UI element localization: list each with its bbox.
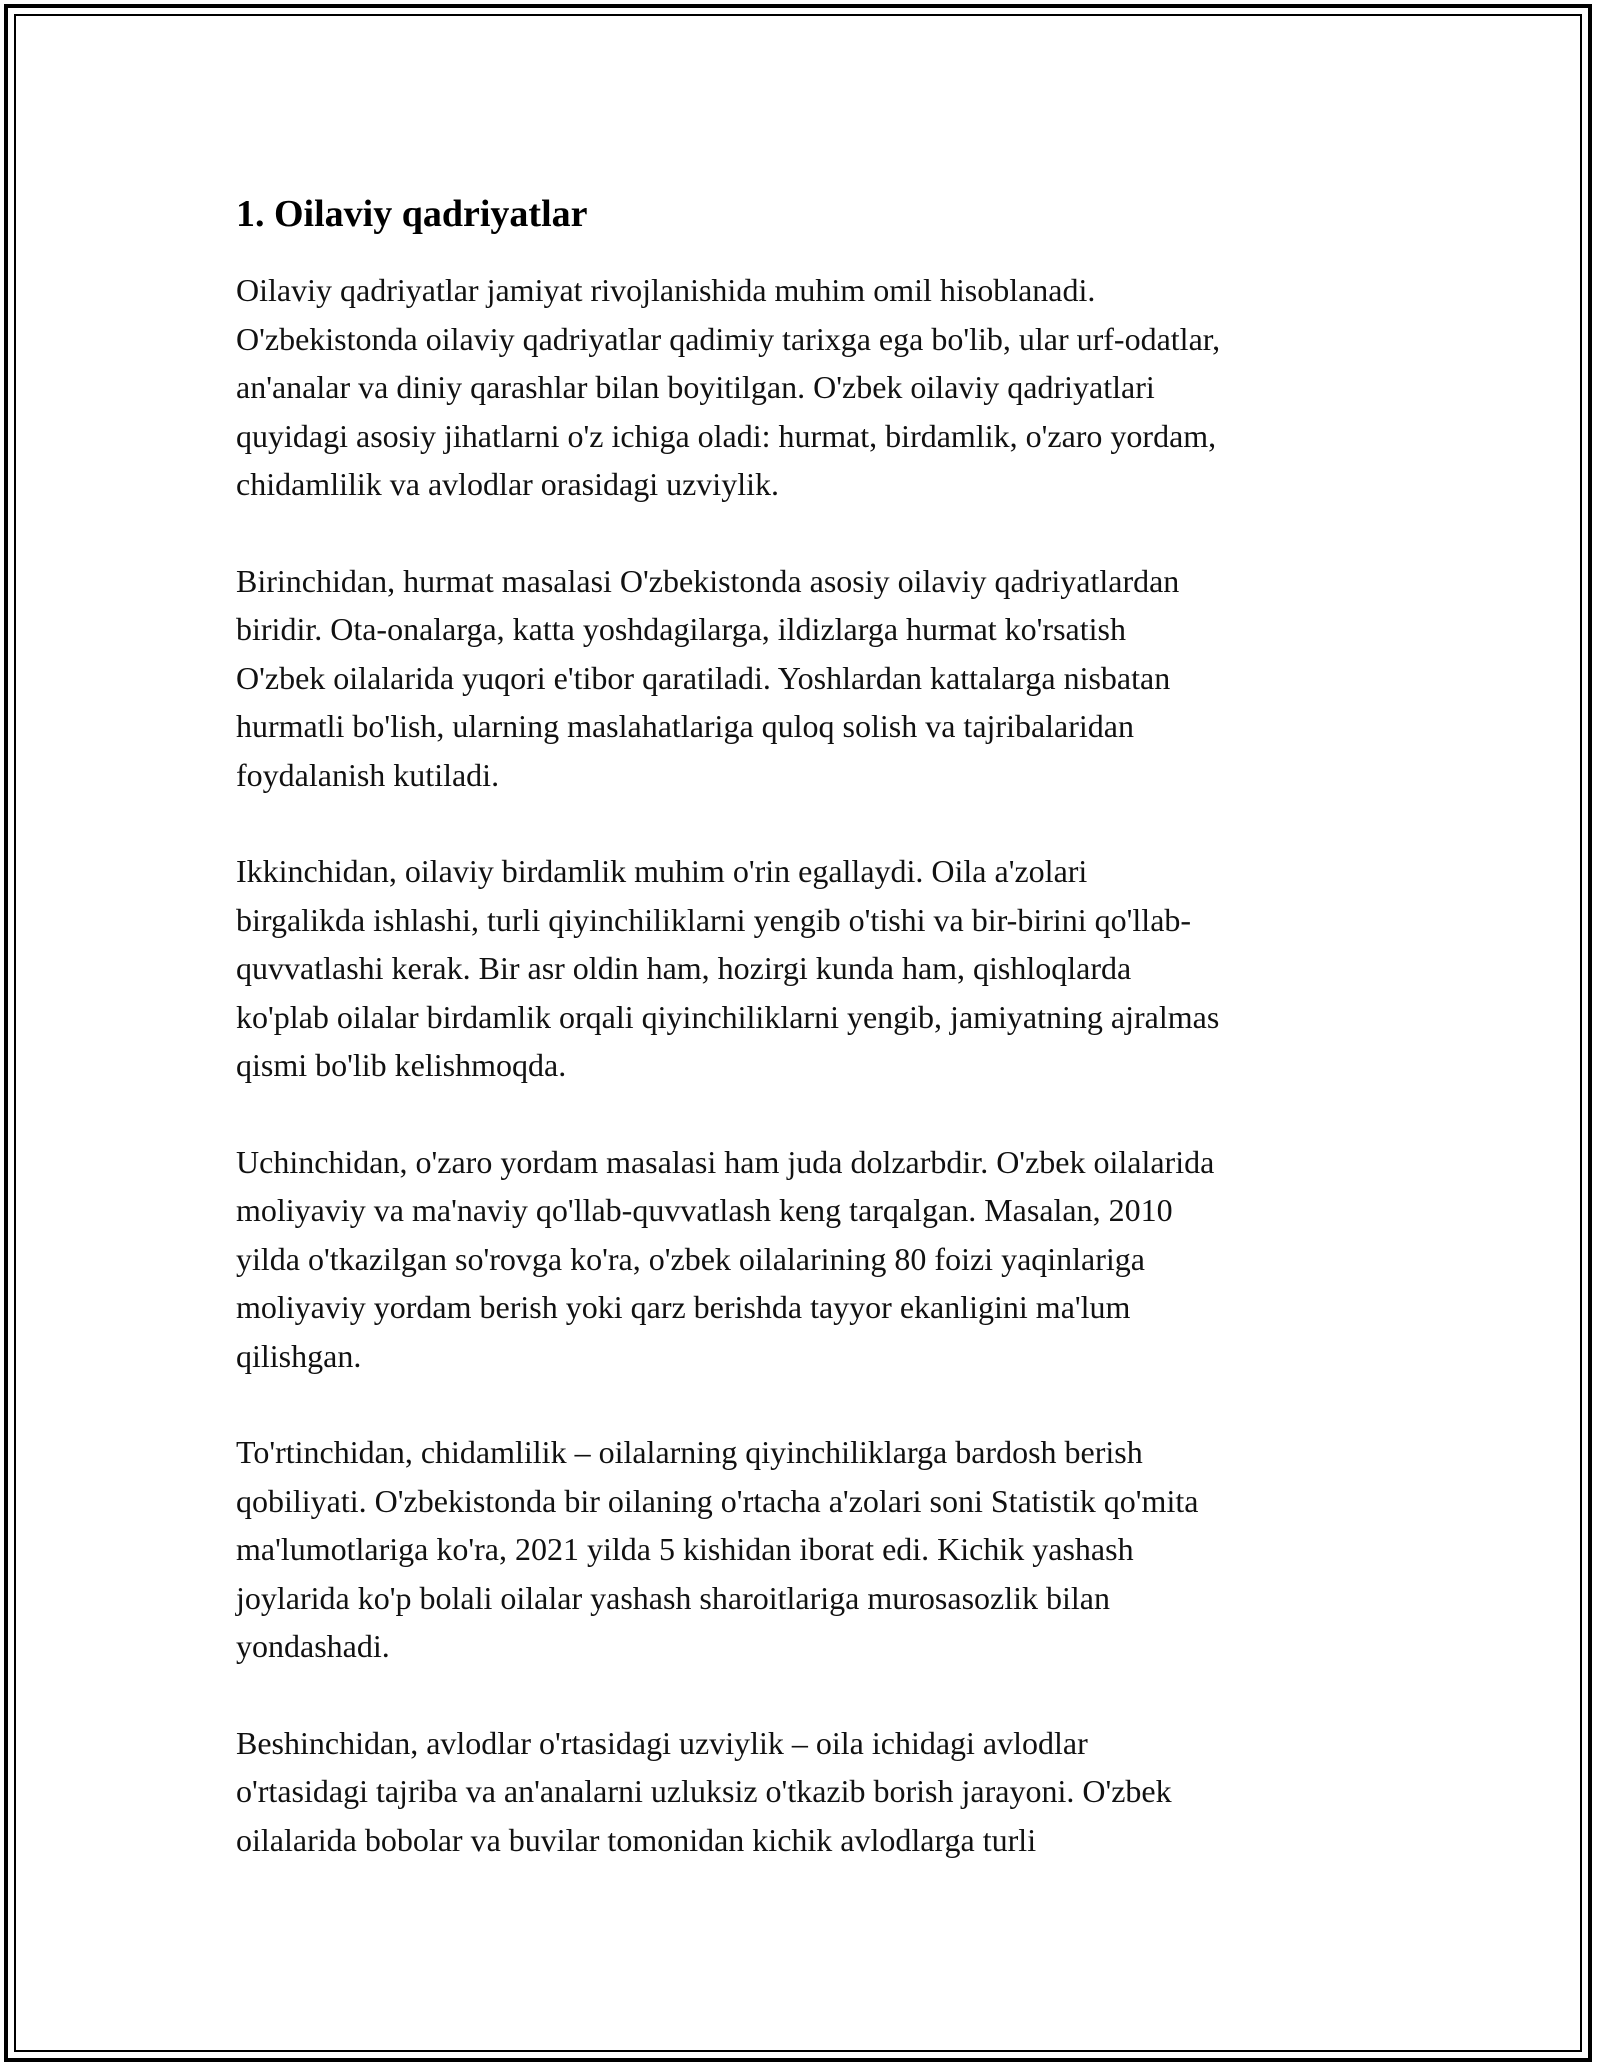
paragraph-line: quyidagi asosiy jihatlarni o'z ichiga oladi: hurmat, birdamlik, o'zaro yordam, xyxy=(236,417,1217,454)
paragraph-line: joylarida ko'p bolali oilalar yashash sharoitlariga murosasozlik bilan xyxy=(236,1579,1110,1616)
paragraph-line: yondashadi. xyxy=(236,1628,390,1664)
paragraph-mutual-help xyxy=(236,1138,1376,1381)
paragraph-line: ma'lumotlariga ko'ra, 2021 yilda 5 kishidan iborat edi. Kichik yashash xyxy=(236,1531,1134,1567)
paragraph-line: an'analar va diniy qarashlar bilan boyitilgan. O'zbek oilaviy qadriyatlari xyxy=(236,369,1155,405)
paragraph-intro xyxy=(236,266,1376,509)
paragraph-line: To'rtinchidan, chidamlilik – oilalarning qiyinchiliklarga bardosh berish xyxy=(236,1434,1143,1470)
paragraph-line: Beshinchidan, avlodlar o'rtasidagi uzviylik – oila ichidagi avlodlar xyxy=(236,1724,1088,1761)
paragraph-resilience xyxy=(236,1428,1376,1671)
paragraph-line: Ikkinchidan, oilaviy birdamlik muhim o'rin egallaydi. Oila a'zolari xyxy=(236,853,1088,889)
paragraph-line: O'zbekistonda oilaviy qadriyatlar qadimiy tarixga ega bo'lib, ular urf-odatlar, xyxy=(236,320,1221,357)
paragraph-line: Uchinchidan, o'zaro yordam masalasi ham juda dolzarbdir. O'zbek oilalarida xyxy=(236,1143,1215,1180)
paragraph-respect xyxy=(236,557,1376,800)
paragraph-line: foydalanish kutiladi. xyxy=(236,756,500,793)
paragraph-line: yilda o'tkazilgan so'rovga ko'ra, o'zbek oilalarining 80 foizi yaqinlariga xyxy=(236,1240,1145,1277)
paragraph-line: chidamlilik va avlodlar orasidagi uzviylik. xyxy=(236,466,779,502)
paragraph-line: qismi bo'lib kelishmoqda. xyxy=(236,1047,567,1083)
paragraph-line: quvvatlashi kerak. Bir asr oldin ham, hozirgi kunda ham, qishloqlarda xyxy=(236,950,1132,986)
paragraph-line: o'rtasidagi tajriba va an'analarni uzluksiz o'tkazib borish jarayoni. O'zbek xyxy=(236,1773,1172,1809)
paragraph-continuity xyxy=(236,1719,1376,1865)
paragraph-line: O'zbek oilalarida yuqori e'tibor qaratiladi. Yoshlardan kattalarga nisbatan xyxy=(236,659,1171,696)
paragraph-line: ko'plab oilalar birdamlik orqali qiyinchiliklarni yengib, jamiyatning ajralmas xyxy=(236,998,1220,1035)
paragraph-line: moliyaviy va ma'naviy qo'llab-quvvatlash keng tarqalgan. Masalan, 2010 xyxy=(236,1192,1173,1228)
document-body xyxy=(236,190,1376,1912)
section-heading: 1. Oilaviy qadriyatlar xyxy=(236,193,588,235)
paragraph-line: moliyaviy yordam berish yoki qarz berishda tayyor ekanligini ma'lum xyxy=(236,1289,1131,1325)
paragraph-line: oilalarida bobolar va buvilar tomonidan kichik avlodlarga turli xyxy=(236,1821,1037,1858)
paragraph-line: Birinchidan, hurmat masalasi O'zbekistonda asosiy oilaviy qadriyatlardan xyxy=(236,562,1180,599)
paragraph-line: hurmatli bo'lish, ularning maslahatlariga quloq solish va tajribalaridan xyxy=(236,708,1134,744)
paragraph-line: qobiliyati. O'zbekistonda bir oilaning o'rtacha a'zolari soni Statistik qo'mita xyxy=(236,1482,1199,1519)
paragraph-line: Oilaviy qadriyatlar jamiyat rivojlanishida muhim omil hisoblanadi. xyxy=(236,272,1096,308)
paragraph-line: biridir. Ota-onalarga, katta yoshdagilarga, ildizlarga hurmat ko'rsatish xyxy=(236,611,1126,647)
paragraph-solidarity xyxy=(236,847,1376,1090)
paragraph-line: birgalikda ishlashi, turli qiyinchiliklarni yengib o'tishi va bir-birini qo'llab- xyxy=(236,901,1192,938)
paragraph-line: qilishgan. xyxy=(236,1337,362,1374)
